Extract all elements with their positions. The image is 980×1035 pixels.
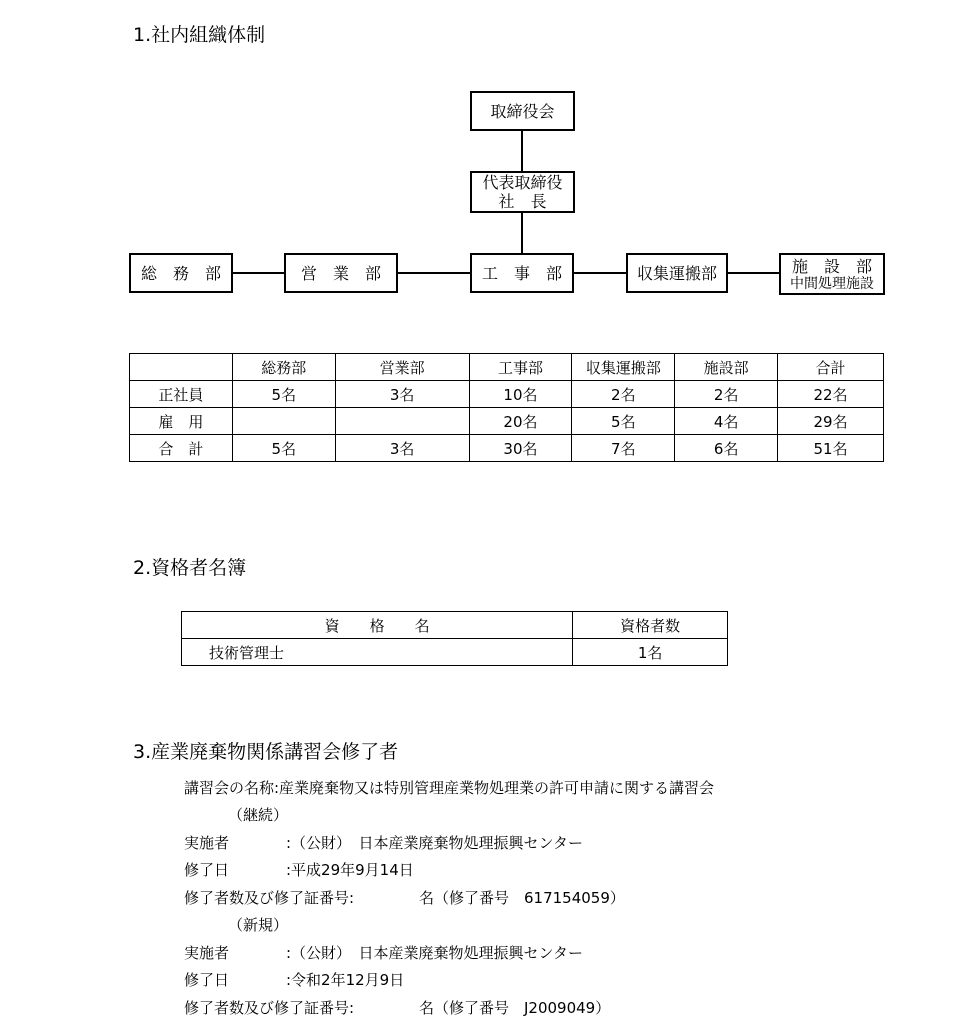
table-cell: 2名 xyxy=(675,381,778,408)
table-cell: 4名 xyxy=(675,408,778,435)
staff-table-header-cell: 総務部 xyxy=(232,354,335,381)
table-cell: 6名 xyxy=(675,435,778,462)
org-dept-sales-box xyxy=(284,253,398,293)
org-dept-general-box xyxy=(129,253,233,293)
table-cell: 51名 xyxy=(778,435,884,462)
org-dept-facility-box xyxy=(779,253,885,295)
section2-heading: 2.資格者名簿 xyxy=(133,557,247,579)
new-implementer-row xyxy=(184,944,583,962)
new-cert-value: 名（修了番号 J2009049） xyxy=(419,999,611,1017)
table-cell: 1名 xyxy=(573,639,728,666)
org-board-label: 取締役会 xyxy=(490,101,555,121)
org-ceo-line1: 代表取締役 xyxy=(482,173,563,192)
org-connector xyxy=(728,272,779,274)
org-connector xyxy=(233,272,284,274)
table-cell: 雇 用 xyxy=(130,408,233,435)
org-dept-collection-label: 収集運搬部 xyxy=(636,263,717,283)
table-cell: 正社員 xyxy=(130,381,233,408)
org-ceo-line2: 社 長 xyxy=(498,192,547,211)
renewal-implementer-label: 実施者 xyxy=(184,834,230,852)
table-cell xyxy=(232,408,335,435)
renewal-cert-label: 修了者数及び修了証番号: xyxy=(184,889,355,907)
org-connector xyxy=(398,272,470,274)
staff-table-header-cell: 営業部 xyxy=(335,354,469,381)
table-cell: 20名 xyxy=(469,408,572,435)
table-cell: 5名 xyxy=(232,381,335,408)
table-row xyxy=(182,639,728,666)
renewal-date-value: :平成29年9月14日 xyxy=(286,861,414,879)
table-cell: 7名 xyxy=(572,435,675,462)
table-cell: 10名 xyxy=(469,381,572,408)
org-connector xyxy=(521,213,523,253)
table-cell: 2名 xyxy=(572,381,675,408)
org-dept-collection-box xyxy=(626,253,728,293)
qualification-header-cell: 資格者数 xyxy=(573,612,728,639)
renewal-cert-value: 名（修了番号 617154059） xyxy=(419,889,625,907)
org-dept-facility-line1: 施 設 部 xyxy=(791,256,872,276)
renewal-cert-row xyxy=(184,889,625,907)
org-dept-general-label: 総 務 部 xyxy=(140,263,221,283)
org-connector xyxy=(574,272,626,274)
org-dept-construction-box xyxy=(470,253,574,293)
section3-heading: 3.産業廃棄物関係講習会修了者 xyxy=(133,741,399,763)
table-cell: 3名 xyxy=(335,435,469,462)
org-dept-sales-label: 営 業 部 xyxy=(300,263,381,283)
renewal-label: （継続） xyxy=(228,806,289,824)
qualification-header-cell: 資 格 名 xyxy=(182,612,573,639)
table-cell: 3名 xyxy=(335,381,469,408)
section1-heading: 1.社内組織体制 xyxy=(133,24,266,46)
new-date-row xyxy=(184,971,404,989)
org-connector xyxy=(521,131,523,171)
table-row xyxy=(130,435,884,462)
new-date-value: :令和2年12月9日 xyxy=(286,971,405,989)
new-date-label: 修了日 xyxy=(184,971,230,989)
table-cell: 合 計 xyxy=(130,435,233,462)
renewal-date-label: 修了日 xyxy=(184,861,230,879)
table-cell: 5名 xyxy=(572,408,675,435)
renewal-implementer-value: :（公財） 日本産業廃棄物処理振興センター xyxy=(286,834,583,852)
table-cell: 22名 xyxy=(778,381,884,408)
new-cert-row xyxy=(184,999,610,1017)
renewal-date-row xyxy=(184,861,414,879)
new-implementer-label: 実施者 xyxy=(184,944,230,962)
table-cell: 29名 xyxy=(778,408,884,435)
staff-table-header-cell: 工事部 xyxy=(469,354,572,381)
table-cell: 技術管理士 xyxy=(182,639,573,666)
table-cell: 5名 xyxy=(232,435,335,462)
renewal-implementer-row xyxy=(184,834,583,852)
qualification-table-header-row xyxy=(182,612,728,639)
org-ceo-box xyxy=(470,171,575,213)
org-dept-facility-line2: 中間処理施設 xyxy=(790,275,874,292)
course-name-line: 講習会の名称:産業廃棄物又は特別管理産業物処理業の許可申請に関する講習会 xyxy=(184,779,715,797)
staff-table-header-cell xyxy=(130,354,233,381)
staff-table-header-cell: 収集運搬部 xyxy=(572,354,675,381)
org-dept-construction-label: 工 事 部 xyxy=(481,263,562,283)
table-cell: 30名 xyxy=(469,435,572,462)
table-row xyxy=(130,381,884,408)
table-cell xyxy=(335,408,469,435)
staff-table-header-row xyxy=(130,354,884,381)
new-cert-label: 修了者数及び修了証番号: xyxy=(184,999,355,1017)
staff-table-header-cell: 合計 xyxy=(778,354,884,381)
new-label: （新規） xyxy=(228,916,289,934)
table-row xyxy=(130,408,884,435)
org-board-box xyxy=(470,91,575,131)
staff-table-header-cell: 施設部 xyxy=(675,354,778,381)
staff-table xyxy=(129,353,884,462)
new-implementer-value: :（公財） 日本産業廃棄物処理振興センター xyxy=(286,944,583,962)
qualification-table xyxy=(181,611,728,666)
